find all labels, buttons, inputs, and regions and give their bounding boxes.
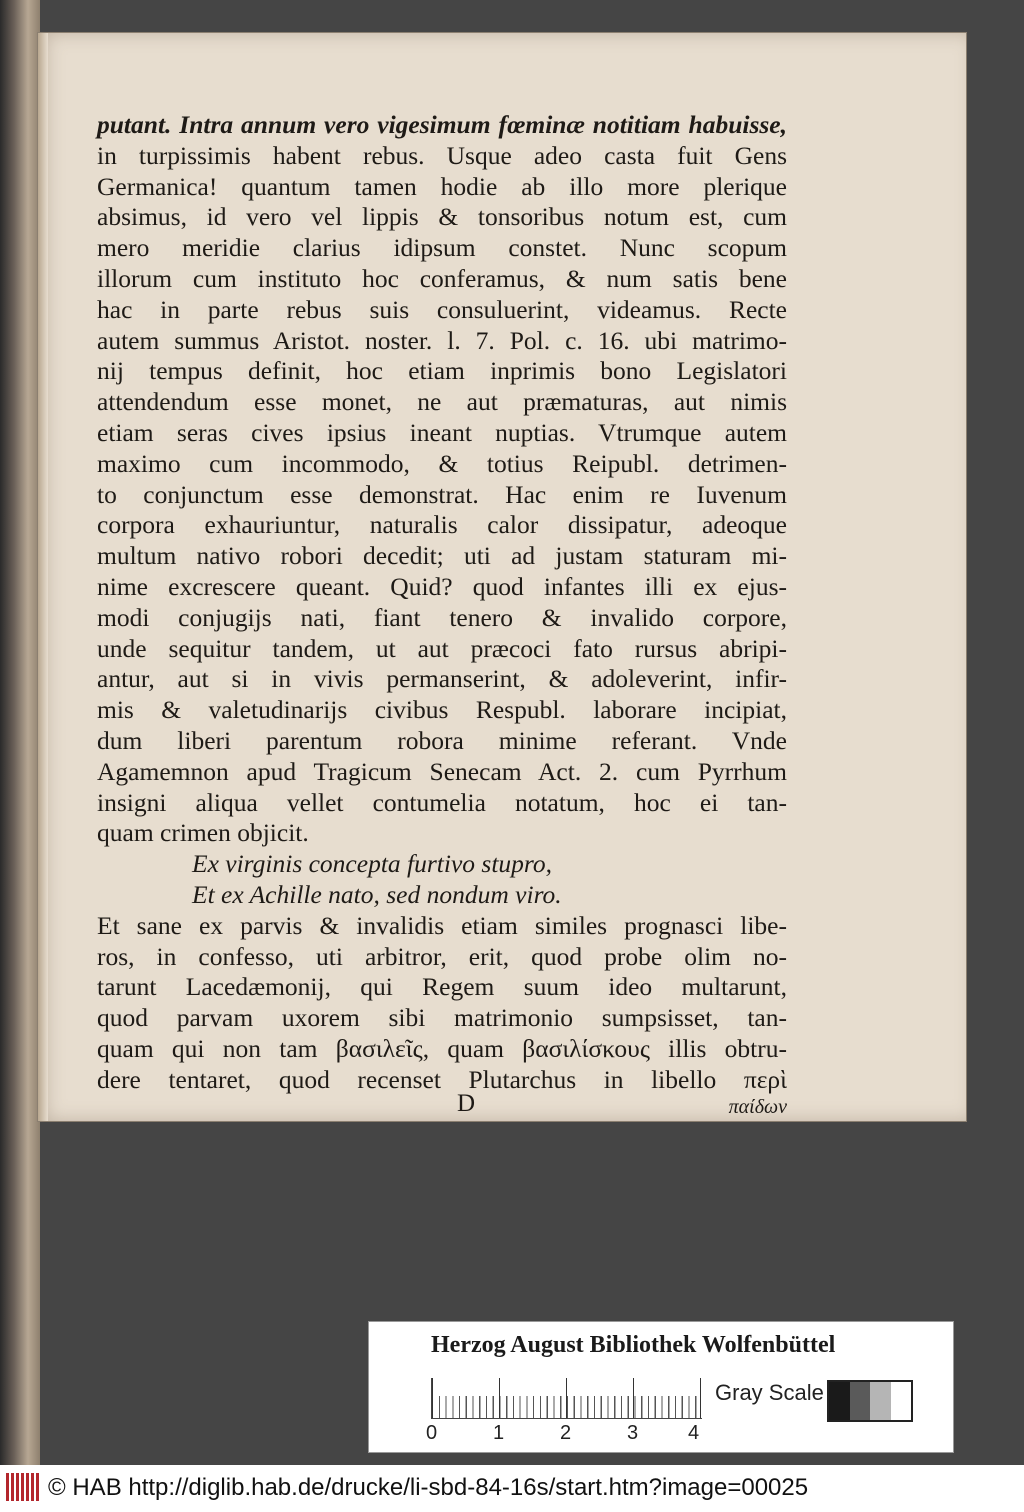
ruler-major-tick [499,1378,500,1418]
text-line: in turpissimis habent rebus. Usque adeo casta fuit Gens [97,140,787,170]
text-line: Germanica! quantum tamen hodie ab illo more plerique [97,171,787,201]
text-line: hac in parte rebus suis consuluerint, videamus. Recte [97,294,787,324]
text-line: nime excrescere queant. Quid? quod infantes illi ex ejus- [97,571,787,601]
ruler-major-tick [566,1378,567,1418]
gray-swatch [891,1382,912,1420]
text-line: ros, in confesso, uti arbitror, erit, quod probe olim no- [97,941,787,971]
measurement-ruler [431,1378,702,1419]
text-line: Et sane ex parvis & invalidis etiam similes prognasci libe- [97,910,787,940]
ruler-major-tick [432,1378,433,1418]
text-line: to conjunctum esse demonstrat. Hac enim re Iuvenum [97,479,787,509]
page-gutter-shadow [38,33,48,1121]
text-line: nij tempus definit, hoc etiam inprimis bono Legislatori [97,356,787,386]
gray-swatch [850,1382,871,1420]
viewer-footer-bar [0,1465,1024,1512]
text-line: etiam seras cives ipsius ineant nuptias. Vtrumque autem [97,417,787,447]
signature-mark: D [457,1090,476,1117]
text-line: mero meridie clarius idipsum constet. Nunc scopum [97,233,787,263]
copyright-url-text: © HAB http://diglib.hab.de/drucke/li-sbd-84-16s/start.htm?image=00025 [48,1474,809,1501]
text-line: quam qui non tam βασιλεῖς, quam βασιλίσκους illis obtru- [97,1033,787,1063]
book-binding-edge [0,0,40,1465]
verse-line: Ex virginis concepta furtivo stupro, [192,849,553,879]
grayscale-swatches [827,1380,913,1422]
text-line: corpora exhauriuntur, naturalis calor dissipatur, adeoque [97,510,787,540]
ruler-number: 0 [426,1422,438,1444]
text-line: unde sequitur tandem, ut aut præcoci fato rursus abripi- [97,633,787,663]
text-line: quam crimen objicit. [97,818,309,848]
page-footer-marks [97,1090,787,1124]
text-line: antur, aut si in vivis permanserint, & adoleverint, infir- [97,664,787,694]
text-line: Agamemnon apud Tragicum Senecam Act. 2. cum Pyrrhum [97,756,787,786]
ruler-major-tick [633,1378,634,1418]
ruler-number: 3 [627,1422,639,1444]
text-line: modi conjugijs nati, fiant tenero & invalido corpore, [97,602,787,632]
gray-swatch [870,1382,891,1420]
color-calibration-card [368,1321,954,1453]
verse-line: Et ex Achille nato, sed nondum viro. [192,879,562,909]
page-text-block [97,110,787,1096]
text-line: mis & valetudinarijs civibus Respubl. laborare incipiat, [97,695,787,725]
ruler-major-tick [700,1378,701,1418]
text-line: multum nativo robori decedit; uti ad justam staturam mi- [97,541,787,571]
text-line: illorum cum instituto hoc conferamus, & num satis bene [97,263,787,293]
text-line: dere tentaret, quod recenset Plutarchus in libello περὶ [97,1064,787,1094]
library-name: Herzog August Bibliothek Wolfenbüttel [431,1332,836,1358]
ruler-number: 1 [493,1422,505,1444]
text-line: absimus, id vero vel lippis & tonsoribus notum est, cum [97,202,787,232]
text-line: quod parvam uxorem sibi matrimonio sumpsisset, tan- [97,1003,787,1033]
text-line: dum liberi parentum robora minime referant. Vnde [97,725,787,755]
text-line: insigni aliqua vellet contumelia notatum, hoc ei tan- [97,787,787,817]
catchword: παίδων [728,1096,787,1118]
text-line: maximo cum incommodo, & totius Reipubl. detrimen- [97,448,787,478]
text-line: putant. Intra annum vero vigesimum fœminæ notitiam habuisse, [97,110,787,139]
hab-logo-icon [6,1473,40,1501]
text-line: tarunt Lacedæmonij, qui Regem suum ideo multarunt, [97,972,787,1002]
grayscale-label: Gray Scale [715,1380,824,1405]
text-line: attendendum esse monet, ne aut præmaturas, aut nimis [97,387,787,417]
ruler-number: 4 [688,1422,700,1444]
ruler-number: 2 [560,1422,572,1444]
text-line: autem summus Aristot. noster. l. 7. Pol. c. 16. ubi matrimo- [97,325,787,355]
gray-swatch [829,1382,850,1420]
